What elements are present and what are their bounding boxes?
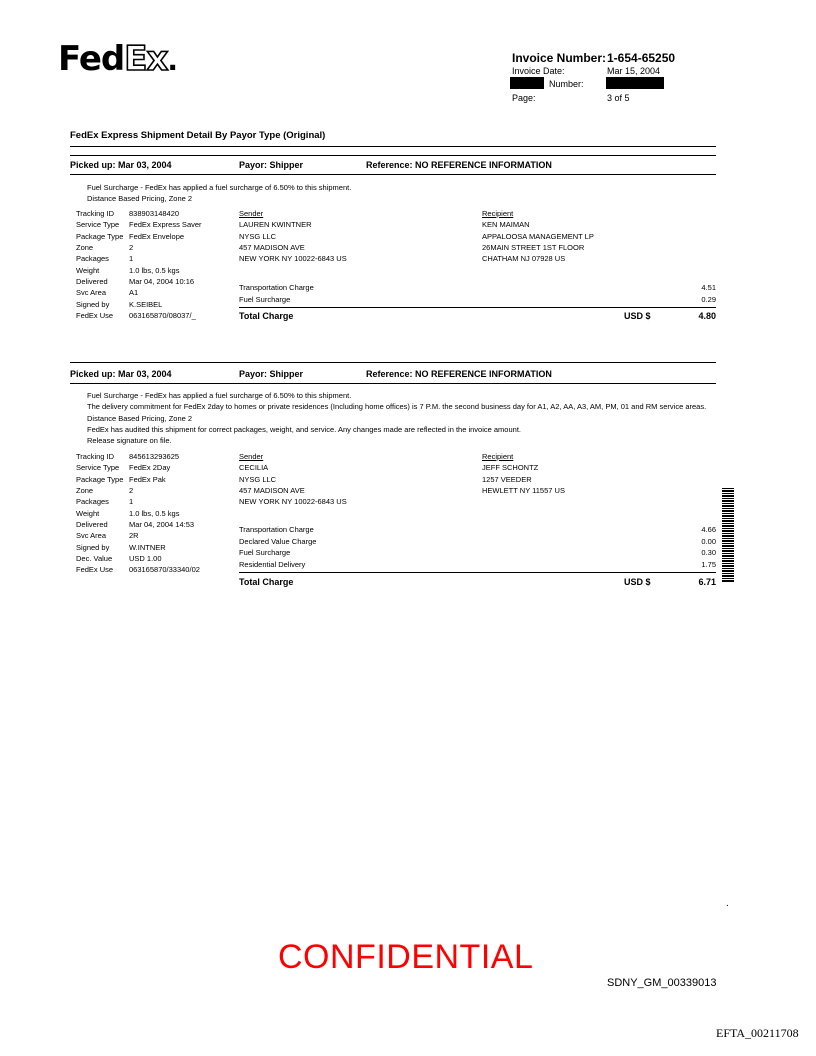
invoice-number-label: Invoice Number: bbox=[512, 51, 607, 65]
shipment-note: Fuel Surcharge - FedEx has applied a fuel surcharge of 6.50% to this shipment. bbox=[87, 183, 352, 192]
total-charge-amount: 4.80 bbox=[698, 311, 716, 321]
detail-value: 1 bbox=[129, 254, 134, 263]
invoice-number: 1-654-65250 bbox=[607, 51, 676, 65]
detail-value: FedEx Express Saver bbox=[129, 220, 202, 229]
charge-amount: 4.51 bbox=[701, 283, 716, 292]
fedex-logo bbox=[58, 39, 178, 79]
divider bbox=[70, 174, 716, 175]
sender-line: NYSG LLC bbox=[239, 232, 277, 241]
detail-value: USD 1.00 bbox=[129, 554, 162, 563]
divider bbox=[239, 307, 716, 308]
shipment-note: Distance Based Pricing, Zone 2 bbox=[87, 414, 193, 423]
detail-label: Delivered bbox=[76, 277, 108, 286]
detail-label: Zone bbox=[76, 243, 94, 252]
charge-amount: 0.29 bbox=[701, 295, 716, 304]
picked-up: Picked up: Mar 03, 2004 bbox=[70, 369, 172, 379]
detail-value: 063165870/33340/02 bbox=[129, 565, 200, 574]
sender-line: NEW YORK NY 10022-6843 US bbox=[239, 497, 347, 506]
stray-mark: . bbox=[726, 898, 729, 909]
invoice-date: Mar 15, 2004 bbox=[607, 66, 661, 76]
barcode-icon bbox=[722, 488, 734, 582]
logo-dot: . bbox=[167, 44, 178, 77]
divider bbox=[239, 572, 716, 573]
recipient-line: 26MAIN STREET 1ST FLOOR bbox=[482, 243, 585, 252]
detail-value: Mar 04, 2004 14:53 bbox=[129, 520, 195, 529]
recipient-line: JEFF SCHONTZ bbox=[482, 463, 539, 472]
detail-value: 1.0 lbs, 0.5 kgs bbox=[129, 509, 180, 518]
recipient-line: APPALOOSA MANAGEMENT LP bbox=[482, 232, 594, 241]
sender-line: 457 MADISON AVE bbox=[239, 243, 305, 252]
reference: Reference: NO REFERENCE INFORMATION bbox=[366, 160, 552, 170]
detail-value: FedEx Envelope bbox=[129, 232, 185, 241]
detail-label: Service Type bbox=[76, 220, 120, 229]
detail-label: Packages bbox=[76, 497, 109, 506]
payor: Payor: Shipper bbox=[239, 160, 304, 170]
redaction-box bbox=[510, 77, 544, 89]
detail-value: FedEx Pak bbox=[129, 475, 166, 484]
total-currency: USD $ bbox=[624, 311, 651, 321]
redaction-box bbox=[606, 77, 664, 89]
charge-label: Fuel Surcharge bbox=[239, 295, 291, 304]
detail-label: FedEx Use bbox=[76, 311, 114, 320]
sender-heading: Sender bbox=[239, 209, 264, 218]
page-label: Page: bbox=[512, 93, 536, 103]
recipient-line: CHATHAM NJ 07928 US bbox=[482, 254, 566, 263]
sender-line: CECILIA bbox=[239, 463, 269, 472]
detail-value: 1.0 lbs, 0.5 kgs bbox=[129, 266, 180, 275]
detail-label: FedEx Use bbox=[76, 565, 114, 574]
total-charge-label: Total Charge bbox=[239, 311, 294, 321]
detail-label: Svc Area bbox=[76, 531, 107, 540]
recipient-heading: Recipient bbox=[482, 209, 514, 218]
divider bbox=[70, 155, 716, 156]
detail-label: Tracking ID bbox=[76, 209, 115, 218]
shipment-note: FedEx has audited this shipment for correct packages, weight, and service. Any changes made are reflected in the invoice amount. bbox=[87, 425, 521, 434]
charge-amount: 4.66 bbox=[701, 525, 716, 534]
divider bbox=[70, 383, 716, 384]
detail-value: 2 bbox=[129, 486, 134, 495]
detail-value: W.INTNER bbox=[129, 543, 166, 552]
confidential-stamp: CONFIDENTIAL bbox=[278, 938, 534, 976]
number-label: Number: bbox=[549, 79, 584, 89]
detail-value: Mar 04, 2004 10:16 bbox=[129, 277, 195, 286]
detail-label: Dec. Value bbox=[76, 554, 113, 563]
detail-label: Weight bbox=[76, 509, 100, 518]
divider bbox=[70, 362, 716, 363]
charge-label: Fuel Surcharge bbox=[239, 548, 291, 557]
invoice-date-label: Invoice Date: bbox=[512, 66, 565, 76]
logo-ex: Ex bbox=[124, 39, 168, 79]
charge-amount: 0.00 bbox=[701, 537, 716, 546]
detail-value: K.SEIBEL bbox=[129, 300, 163, 309]
section-title: FedEx Express Shipment Detail By Payor Type (Original) bbox=[70, 130, 326, 141]
charge-label: Transportation Charge bbox=[239, 525, 314, 534]
total-charge-amount: 6.71 bbox=[698, 577, 716, 587]
shipment-note: Release signature on file. bbox=[87, 436, 172, 445]
detail-label: Svc Area bbox=[76, 288, 107, 297]
detail-label: Delivered bbox=[76, 520, 108, 529]
recipient-line: KEN MAIMAN bbox=[482, 220, 530, 229]
detail-label: Signed by bbox=[76, 300, 110, 309]
total-charge-label: Total Charge bbox=[239, 577, 294, 587]
picked-up: Picked up: Mar 03, 2004 bbox=[70, 160, 172, 170]
reference: Reference: NO REFERENCE INFORMATION bbox=[366, 369, 552, 379]
sender-line: NEW YORK NY 10022-6843 US bbox=[239, 254, 347, 263]
divider bbox=[70, 146, 716, 147]
detail-value: 2 bbox=[129, 243, 134, 252]
detail-value: 2R bbox=[129, 531, 139, 540]
detail-value: 845613293625 bbox=[129, 452, 180, 461]
recipient-heading: Recipient bbox=[482, 452, 514, 461]
sender-line: 457 MADISON AVE bbox=[239, 486, 305, 495]
detail-label: Package Type bbox=[76, 475, 124, 484]
charge-label: Transportation Charge bbox=[239, 283, 314, 292]
detail-label: Service Type bbox=[76, 463, 120, 472]
charge-amount: 1.75 bbox=[701, 560, 716, 569]
detail-value: A1 bbox=[129, 288, 139, 297]
charge-label: Residential Delivery bbox=[239, 560, 306, 569]
logo-fed: Fed bbox=[58, 39, 125, 79]
shipment-note: The delivery commitment for FedEx 2day to homes or private residences (Including home offices) is 7 P.M. the second business day for A1, A2, AA, A3, AM, PM, 01 and RM service areas. bbox=[87, 402, 707, 411]
recipient-line: 1257 VEEDER bbox=[482, 475, 532, 484]
efta-number: EFTA_00211708 bbox=[716, 1026, 799, 1040]
sender-heading: Sender bbox=[239, 452, 264, 461]
detail-label: Signed by bbox=[76, 543, 110, 552]
detail-label: Weight bbox=[76, 266, 100, 275]
detail-label: Package Type bbox=[76, 232, 124, 241]
detail-value: 838903148420 bbox=[129, 209, 180, 218]
detail-value: FedEx 2Day bbox=[129, 463, 171, 472]
bates-number: SDNY_GM_00339013 bbox=[607, 977, 717, 989]
shipment-note: Distance Based Pricing, Zone 2 bbox=[87, 194, 193, 203]
detail-label: Packages bbox=[76, 254, 109, 263]
detail-value: 1 bbox=[129, 497, 134, 506]
sender-line: LAUREN KWINTNER bbox=[239, 220, 312, 229]
detail-label: Tracking ID bbox=[76, 452, 115, 461]
detail-value: 063165870/08037/_ bbox=[129, 311, 196, 320]
recipient-line: HEWLETT NY 11557 US bbox=[482, 486, 565, 495]
charge-amount: 0.30 bbox=[701, 548, 716, 557]
page-number: 3 of 5 bbox=[607, 93, 630, 103]
sender-line: NYSG LLC bbox=[239, 475, 277, 484]
payor: Payor: Shipper bbox=[239, 369, 304, 379]
shipment-note: Fuel Surcharge - FedEx has applied a fuel surcharge of 6.50% to this shipment. bbox=[87, 391, 352, 400]
charge-label: Declared Value Charge bbox=[239, 537, 317, 546]
total-currency: USD $ bbox=[624, 577, 651, 587]
detail-label: Zone bbox=[76, 486, 94, 495]
